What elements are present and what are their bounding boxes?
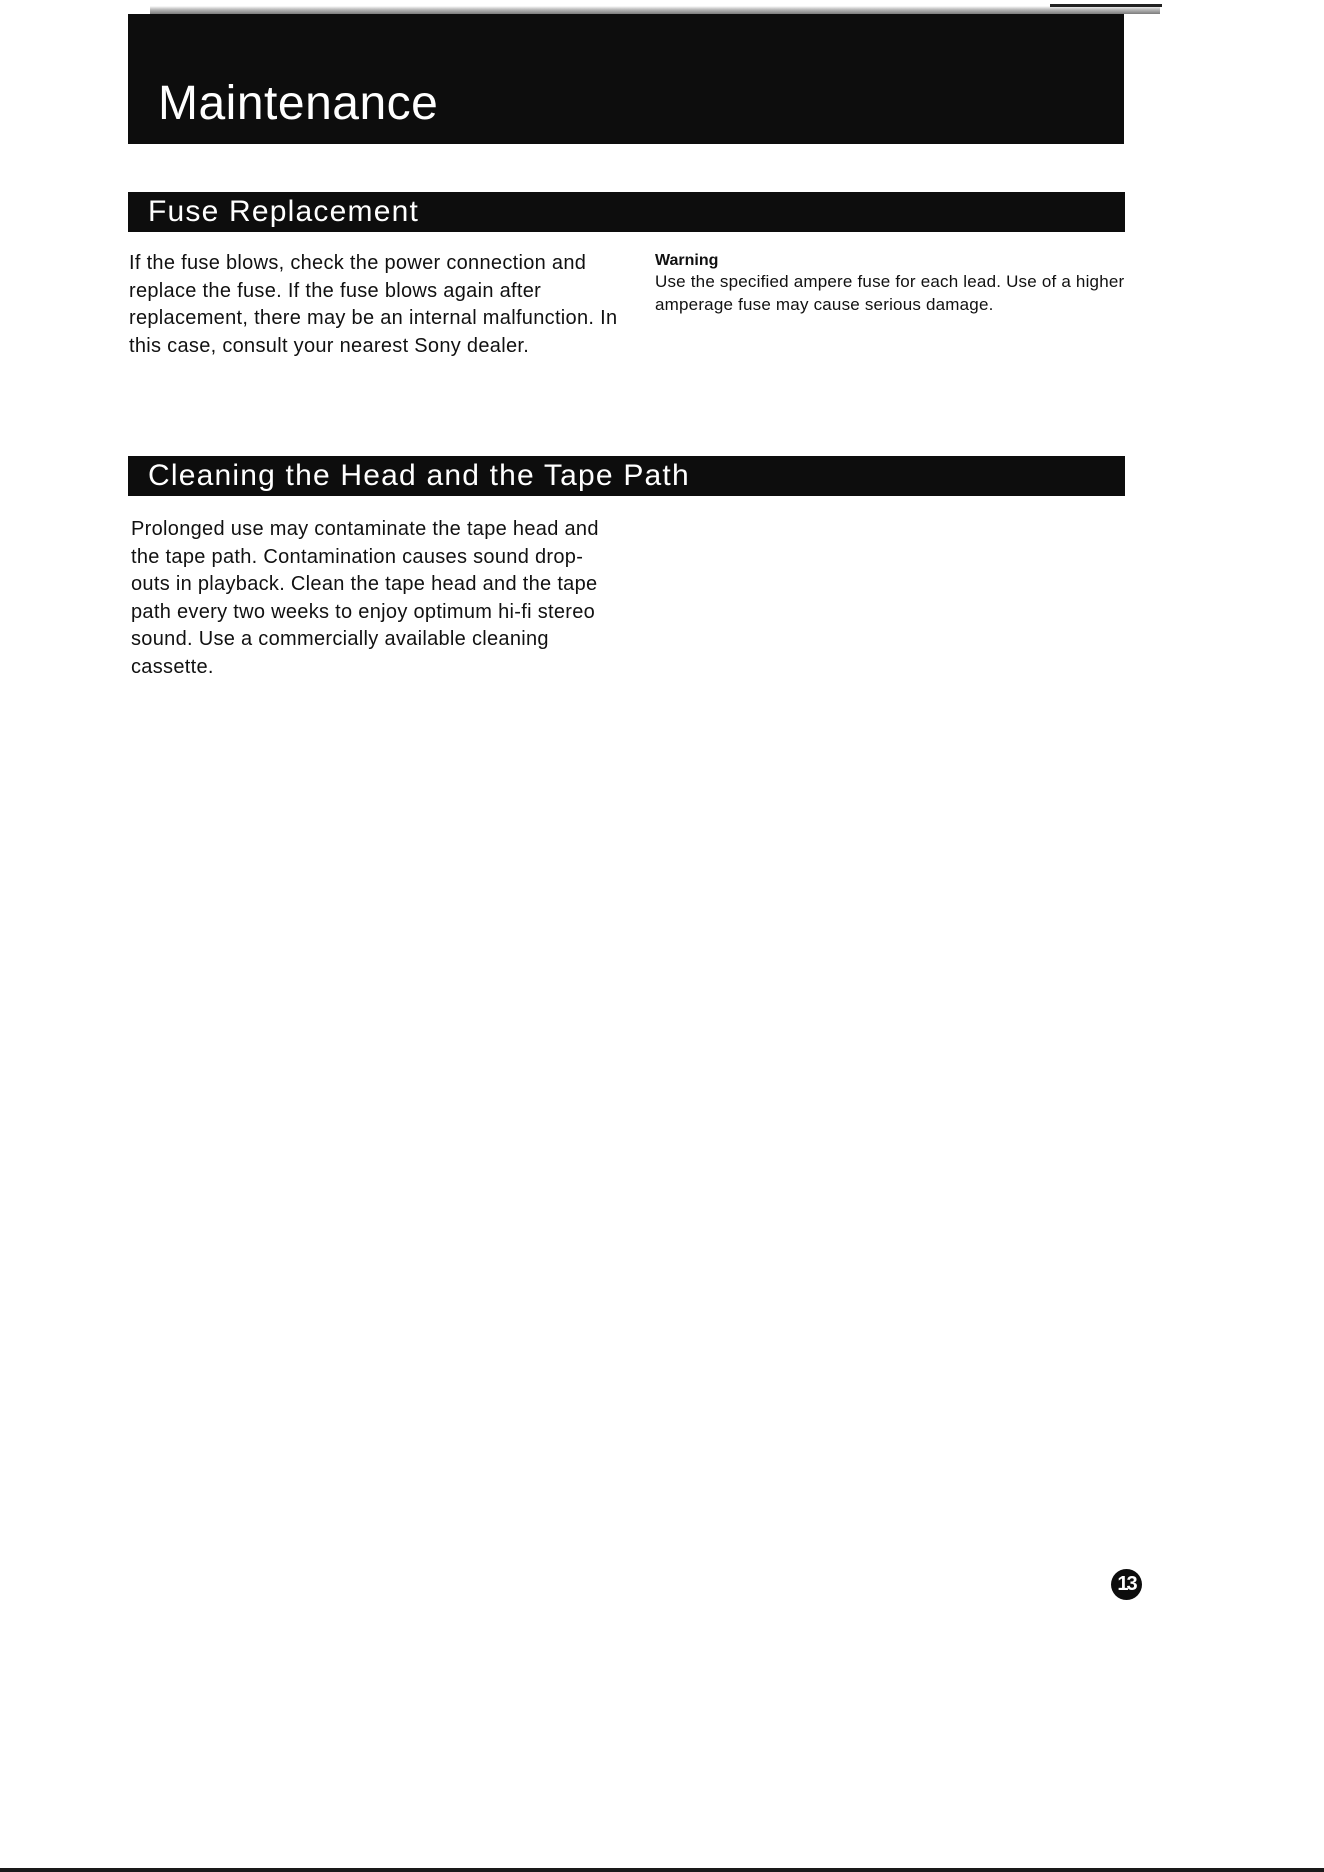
scan-top-edge xyxy=(150,6,1160,14)
title-banner xyxy=(128,14,1124,144)
warning-block xyxy=(655,251,1125,316)
fuse-replacement-heading: Fuse Replacement xyxy=(148,195,419,228)
page-title: Maintenance xyxy=(158,77,439,130)
warning-heading: Warning xyxy=(655,252,719,269)
fuse-replacement-heading-bar xyxy=(128,192,1125,232)
cleaning-heading: Cleaning the Head and the Tape Path xyxy=(148,459,690,492)
bottom-rule xyxy=(0,1868,1324,1872)
fuse-replacement-body: If the fuse blows, check the power connection and replace the fuse. If the fuse blows again after replacement, there may be an internal malfunction. In this case, consult your nearest Sony dealer. xyxy=(129,252,618,357)
warning-text: Use the specified ampere fuse for each lead. Use of a higher amperage fuse may cause serious damage. xyxy=(655,272,1125,314)
scan-top-edge-line xyxy=(1050,4,1162,7)
cleaning-body: Prolonged use may contaminate the tape head and the tape path. Contamination causes sound drop-outs in playback. Clean the tape head and the tape path every two weeks to enjoy optimum hi-fi stereo sound. Use a commercially available cleaning cassette. xyxy=(131,518,599,678)
page-number-badge: 13 xyxy=(1111,1569,1142,1600)
cleaning-heading-bar xyxy=(128,456,1125,496)
